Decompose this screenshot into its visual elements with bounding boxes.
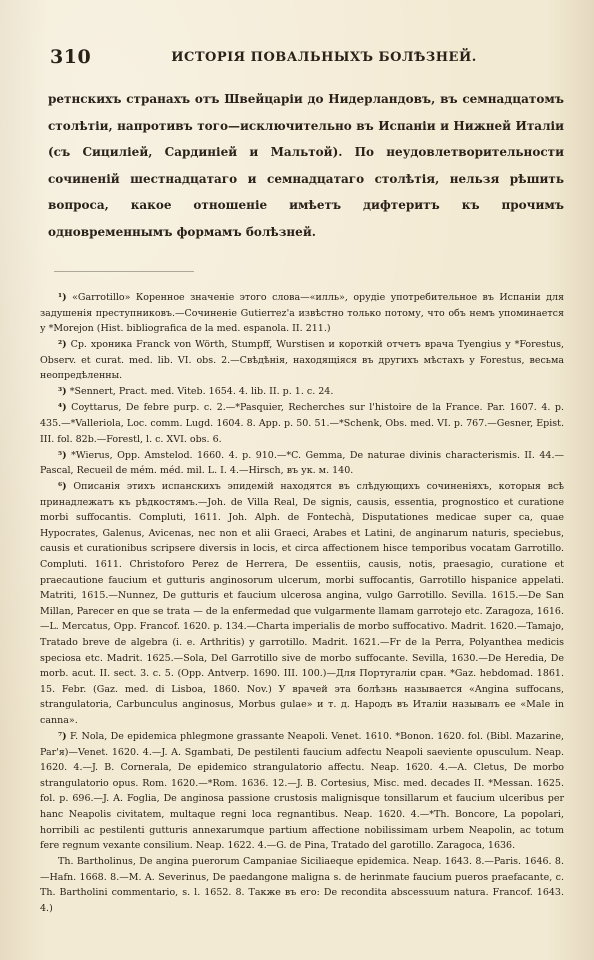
footnote-continuation (40, 854, 564, 916)
footnote (40, 448, 564, 479)
footnote-text: Описанія этихъ испанскихъ эпидемій находятся въ слѣдующихъ сочиненіяхъ, которыя всѣ принадлежатъ къ рѣдкостямъ.—Joh. de Villa Real, De signis, causis, essentia, prognostico et curatione morbi suffocantis. Compluti, 1611. Joh. Alph. de Fontechà, Disputationes medicae super ca, quae Hypocrates, Galenus, Avicenas, nec non et alii Graeci, Arabes et Latini, de anginarum naturis, speciebus, causis et curationibus scripsere diversis in locis, et circa affectionem hisce temporibus vocatam Garrotillo. Compluti. 1611. Christoforo Perez de Herrera, De essentiis, causis, notis, praesagio, curatione et praecautione faucium et gutturis anginosorum ulcerum, morbi suffocantis, Garrotillo hispanice appelati. Matriti, 1615.—Nunnez, De gutturis et faucium ulcerosa angina, vulgo Garrotillo. Sevilla. 1615.—De San Millan, Parecer en que se trata — de la enfermedad que vulgarmente llamam garrotejo etc. Zaragoza, 1616.—L. Mercatus, Opp. Francof. 1620. p. 134.—Charta imperialis de morbo suffocativo. Madrit. 1620.—Tamajo, Tratado breve de algebra (i. e. Arthritis) y garrotillo. Madrit. 1621.—Fr de la Perra, Polyanthea medicis speciosa etc. Madrit. 1625.—Sola, Del Garrotillo sive de morbo suffocante. Sevilla, 1630.—De Heredia, De morb. acut. II. sect. 3. c. 5. (Opp. Antverp. 1690. III. 100.)—Для Португаліи сран. *Gaz. hebdomad. 1861. 15. Febr. (Gaz. med. di Lisboa, 1860. Nov.) У врачей эта болѣзнь называется «Angina suffocans, strangulatoria, Carbunculus anginosus, Morbus gulae» и т. д. Народъ въ Италіи называлъ ее «Male in canna». (40, 481, 564, 726)
footnote-marker: ³) (58, 386, 67, 398)
footnote (40, 479, 564, 729)
footnote (40, 729, 564, 854)
footnote-text: Th. Bartholinus, De angina puerorum Campaniae Siciliaeque epidemica. Neap. 1643. 8.—Paris. 1646. 8.—Hafn. 1668. 8.—M. A. Severinus, De paedangone maligna s. de herinmate faucium pueros praefacante, c. Th. Bartholini commentario, s. l. 1652. 8. Также въ его: De recondita abscessuum natura. Francof. 1643. 4.) (40, 856, 564, 914)
footnote-text: *Sennert, Pract. med. Viteb. 1654. 4. lib. II. p. 1. c. 24. (69, 386, 334, 398)
footnote-marker: ⁴) (58, 402, 67, 414)
footnote-marker: ⁷) (58, 730, 67, 742)
footnote-text: «Garrotillo» Коренное значеніе этого слова—«илль», орудіе употребительное въ Испаніи для задушенія преступниковъ.—Сочиненіе Gutierrez'а извѣстно только потому, что объ немъ упоминается у *Morejon (Hist. bibliografica de la med. espanola. II. 211.) (40, 292, 564, 335)
footnote-text: Coyttarus, De febre purp. c. 2.—*Pasquier, Recherches sur l'histoire de la France. Par. 1607. 4. p. 435.—*Valleriola, Loc. comm. Lugd. 1604. 8. App. p. 50. 51.—*Schenk, Obs. med. VI. p. 767.—Gesner, Epist. III. fol. 82b.—Forestl, l. c. XVI. obs. 6. (40, 402, 564, 445)
body-paragraph: ретнскихъ странахъ отъ Швейцаріи до Нидерландовъ, въ семнадцатомъ столѣтіи, напротивъ того—исключительно въ Испаніи и Нижней Италіи (съ Сициліей, Сардиніей и Мальтой). По неудовлетворительности сочиненій шестнадцатаго и семнадцатаго столѣтія, нельзя рѣшить вопроса, какое отношеніе имѣетъ дифтеритъ къ прочимъ одновременнымъ формамъ болѣзней. (48, 92, 564, 239)
page-header (40, 46, 564, 68)
footnote-text: *Wierus, Opp. Amstelod. 1660. 4. p. 910.—*C. Gemma, De naturae divinis characterismis. II. 44.—Pascal, Recueil de mém. méd. mil. L. I. 4.—Hirsch, въ ук. м. 140. (40, 449, 564, 477)
footnote-text: F. Nola, De epidemica phlegmone grassante Neapoli. Venet. 1610. *Bonon. 1620. fol. (Bibl. Mazarine, Par'я)—Venet. 1620. 4.—J. A. Sgambati, De pestilenti faucium adfectu Neapoli saeviente opusculum. Neap. 1620. 4.—J. B. Cornerala, De epidemico strangulatorio affectu. Neap. 1620. 4.—A. Cletus, De morbo strangulatorio opus. Rom. 1620.—*Rom. 1636. 12.—J. B. Cortesius, Misc. med. decades II. *Messan. 1625. fol. p. 696.—J. A. Foglia, De anginosa passione crustosis malignisque tonsillarum et faucium ulceribus per hanc Neapolis civitatem, multaque regni loca regnantibus. Neap. 1620. 4.—*Th. Boncore, La popolari, horribili ac pestilenti gutturis annexarumque partium affectione nobilissimam urbem Neapolin, ac totum fere regnum vexante consilium. Neap. 1622. 4.—G. de Pina, Tratado del garotillo. Zaragoca, 1636. (40, 730, 564, 852)
footnote-marker: ⁶) (58, 481, 67, 493)
footnote-text: Ср. хроника Franck von Wörth, Stumpff, Wurstisen и короткій отчетъ врача Tyengius у *Forestus, Observ. et curat. med. lib. VI. obs. 2.—Свѣдѣнія, находящіяся въ другихъ мѣстахъ у Forestus, весьма неопредѣленны. (40, 339, 564, 382)
running-title: ИСТОРІЯ ПОВАЛЬНЫХЪ БОЛѢЗНЕЙ. (171, 50, 477, 65)
footnote (40, 290, 564, 337)
footnote (40, 384, 564, 400)
footnote (40, 337, 564, 384)
footnote (40, 400, 564, 447)
footnote-divider (54, 271, 194, 272)
footnote-marker: ²) (58, 339, 67, 351)
footnote-marker: ⁵) (58, 449, 67, 461)
footnote-marker: ¹) (58, 292, 67, 303)
footnotes-list (40, 290, 564, 916)
page-number: 310 (50, 46, 92, 68)
